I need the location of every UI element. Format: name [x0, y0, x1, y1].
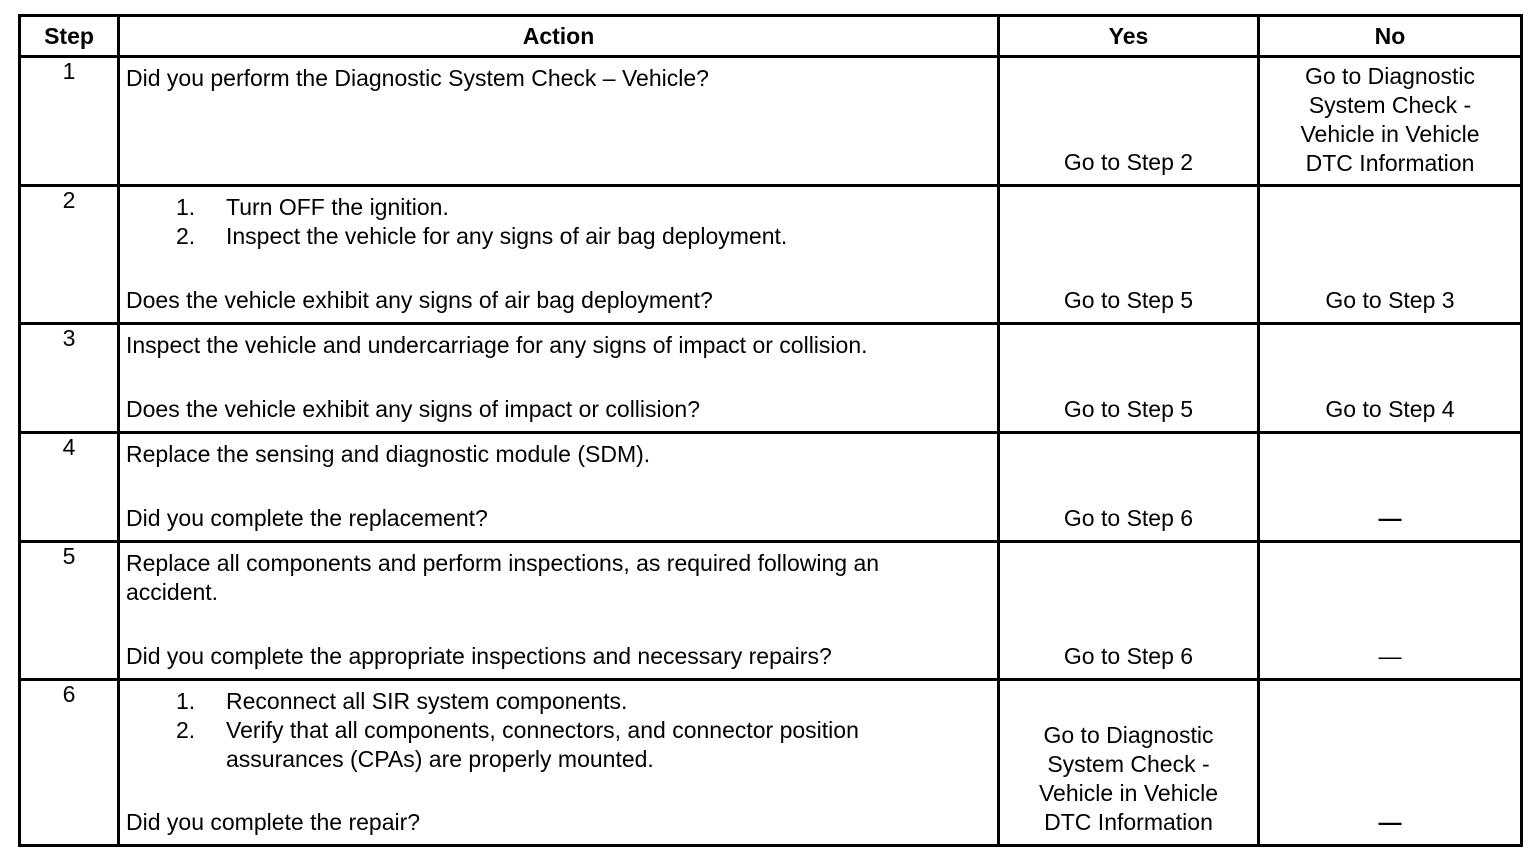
action-cell — [119, 542, 999, 680]
action-text: Did you perform the Diagnostic System Check – Vehicle? — [126, 65, 709, 91]
no-value-dash: — — [1378, 809, 1402, 835]
list-item: 2. Verify that all components, connectors, and connector position assurances (CPAs) are properly mounted. — [176, 717, 859, 772]
action-text: Replace all components and perform inspections, as required following an accident. — [126, 550, 880, 605]
diagnostic-table — [18, 14, 1523, 847]
action-steps — [126, 687, 907, 774]
list-item: 1. Turn OFF the ignition. — [176, 194, 449, 220]
action-text: Replace the sensing and diagnostic module (SDM). — [126, 441, 651, 467]
header-row — [20, 16, 1522, 57]
no-link[interactable]: Go to Step 3 — [1325, 287, 1455, 313]
yes-link[interactable]: Go to Step 5 — [1063, 396, 1194, 422]
action-cell — [119, 680, 999, 846]
table-row — [20, 680, 1522, 846]
yes-link[interactable]: Go to Diagnostic System Check - Vehicle in Vehicle DTC Information — [1038, 722, 1218, 835]
yes-cell — [999, 186, 1259, 324]
action-question: Did you complete the repair? — [126, 809, 421, 835]
table-row — [20, 433, 1522, 542]
action-cell — [119, 57, 999, 186]
no-cell — [1259, 57, 1522, 186]
step-number: 3 — [20, 324, 119, 433]
step-number: 1 — [20, 57, 119, 186]
no-link[interactable]: Go to Diagnostic System Check - Vehicle in Vehicle DTC Information — [1300, 63, 1480, 176]
action-question: Did you complete the replacement? — [126, 505, 488, 531]
yes-cell — [999, 57, 1259, 186]
yes-cell — [999, 680, 1259, 846]
action-question: Did you complete the appropriate inspections and necessary repairs? — [126, 643, 832, 669]
no-cell — [1259, 542, 1522, 680]
action-cell — [119, 433, 999, 542]
action-steps — [126, 193, 957, 251]
step-number: 6 — [20, 680, 119, 846]
yes-cell — [999, 433, 1259, 542]
action-question: Does the vehicle exhibit any signs of air bag deployment? — [126, 287, 713, 313]
yes-link[interactable]: Go to Step 5 — [1063, 287, 1194, 313]
no-cell — [1259, 186, 1522, 324]
action-cell — [119, 324, 999, 433]
no-cell — [1259, 433, 1522, 542]
no-value-dash: — — [1378, 505, 1402, 531]
action-question: Does the vehicle exhibit any signs of impact or collision? — [126, 396, 701, 422]
action-cell — [119, 186, 999, 324]
header-action: Action — [119, 16, 999, 57]
table-row — [20, 57, 1522, 186]
table-row — [20, 324, 1522, 433]
table-row — [20, 542, 1522, 680]
yes-cell — [999, 324, 1259, 433]
header-no: No — [1259, 16, 1522, 57]
yes-cell — [999, 542, 1259, 680]
action-text: Inspect the vehicle and undercarriage for any signs of impact or collision. — [126, 332, 868, 358]
no-cell — [1259, 680, 1522, 846]
step-number: 5 — [20, 542, 119, 680]
header-step: Step — [20, 16, 119, 57]
step-number: 2 — [20, 186, 119, 324]
yes-link[interactable]: Go to Step 2 — [1063, 149, 1194, 175]
no-link[interactable]: Go to Step 4 — [1325, 396, 1455, 422]
no-cell — [1259, 324, 1522, 433]
table-row — [20, 186, 1522, 324]
header-yes: Yes — [999, 16, 1259, 57]
list-item: 1. Reconnect all SIR system components. — [176, 688, 628, 714]
yes-link[interactable]: Go to Step 6 — [1063, 505, 1194, 531]
step-number: 4 — [20, 433, 119, 542]
list-item: 2. Inspect the vehicle for any signs of air bag deployment. — [176, 223, 788, 249]
no-value-dash: — — [1378, 643, 1402, 669]
yes-link[interactable]: Go to Step 6 — [1063, 643, 1194, 669]
